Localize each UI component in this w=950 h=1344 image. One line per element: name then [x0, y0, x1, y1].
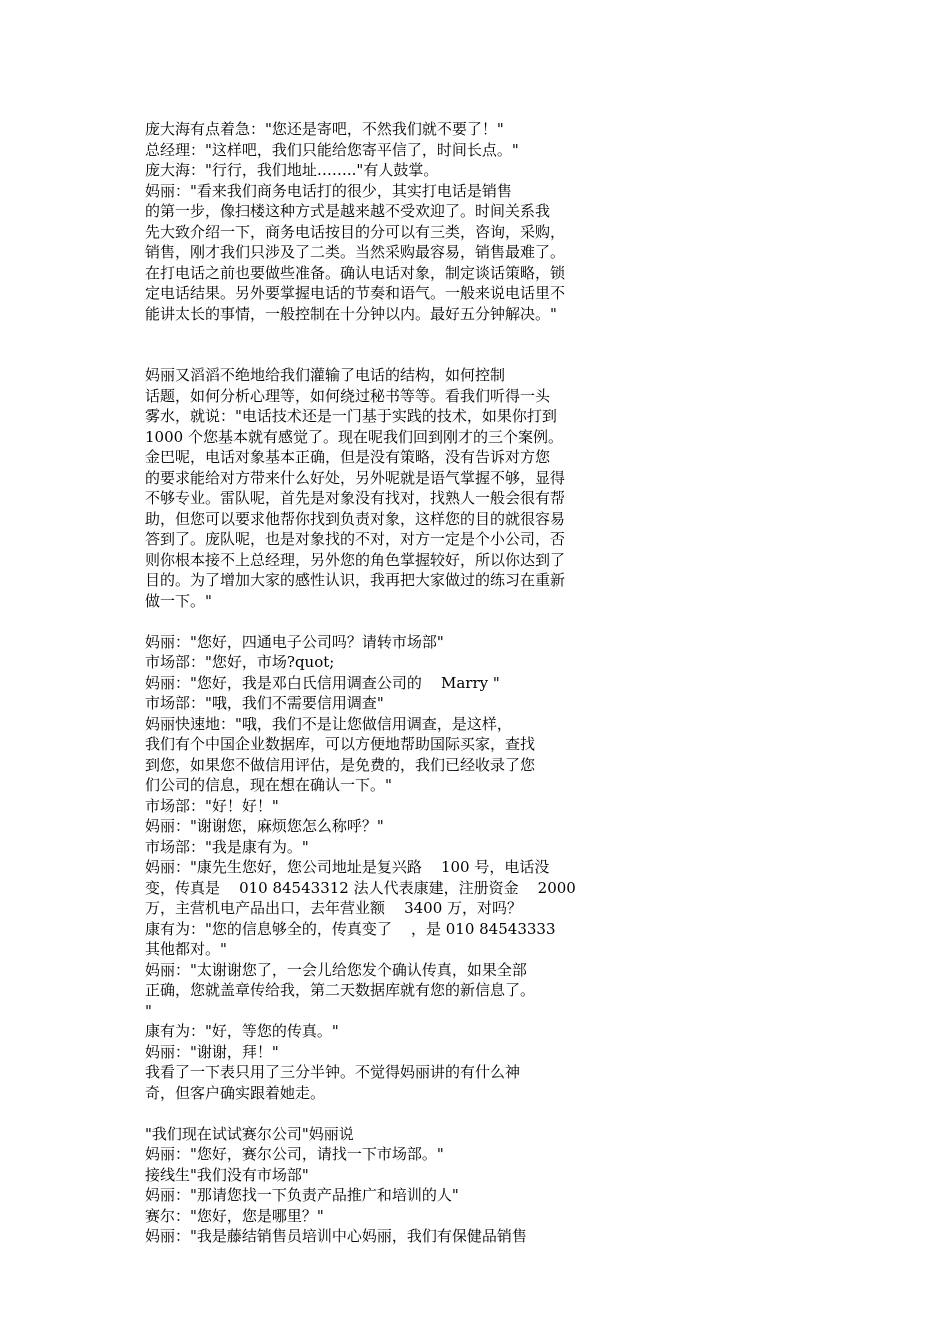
text-line: 妈丽："谢谢，拜！": [145, 1042, 279, 1061]
text-line: 做一下。": [145, 591, 212, 610]
text-line: 不够专业。雷队呢，首先是对象没有找对，找熟人一般会很有帮: [145, 489, 566, 507]
text-line: 妈丽："我是藤结销售员培训中心妈丽，我们有保健品销售: [145, 1227, 527, 1245]
text-line: 金巴呢，电话对象基本正确，但是没有策略，没有告诉对方您: [145, 448, 551, 466]
text-line: 妈丽又滔滔不绝地给我们灌输了电话的结构，如何控制: [145, 366, 506, 384]
text-line: 先大致介绍一下，商务电话按目的分可以有三类，咨询，采购，: [145, 222, 566, 241]
text-line: 市场部："哦，我们不需要信用调查": [145, 694, 384, 712]
paragraph-spacer: [145, 324, 625, 365]
text-line: 妈丽："康先生您好，您公司地址是复兴路 100 号，电话没: [145, 858, 550, 876]
text-line: 我们有个中国企业数据库，可以方便地帮助国际买家，查找: [145, 735, 536, 753]
text-line: 正确，您就盖章传给我，第二天数据库就有您的新信息了。: [145, 981, 536, 999]
text-line: 1000 个您基本就有感觉了。现在呢我们回到刚才的三个案例。: [145, 427, 563, 446]
text-line: 话题，如何分析心理等，如何绕过秘书等等。看我们听得一头: [145, 386, 551, 405]
text-line: 的第一步，像扫楼这种方式是越来越不受欢迎了。时间关系我: [145, 202, 551, 220]
document-page: [145, 119, 625, 1247]
text-line: 接线生"我们没有市场部": [145, 1165, 309, 1184]
text-line: 奇，但客户确实跟着她走。: [145, 1083, 326, 1102]
text-line: 妈丽："看来我们商务电话打的很少，其实打电话是销售: [145, 181, 512, 200]
text-line: 雾水，就说："电话技术还是一门基于实践的技术，如果你打到: [145, 407, 557, 425]
text-line: 则你根本接不上总经理，另外您的角色掌握较好，所以你达到了: [145, 550, 566, 569]
text-line: 妈丽快速地："哦，我们不是让您做信用调查，是这样，: [145, 714, 512, 733]
text-line: 妈丽："太谢谢您了，一会儿给您发个确认传真，如果全部: [145, 960, 527, 979]
text-line: 变，传真是 010 84543312 法人代表康建，注册资金 2000: [145, 878, 576, 897]
text-line: 定电话结果。另外要掌握电话的节奏和语气。一般来说电话里不: [145, 284, 566, 302]
text-line: "我们现在试试赛尔公司"妈丽说: [145, 1124, 354, 1143]
text-line: 市场部："好！好！": [145, 796, 279, 815]
text-line: 妈丽："那请您找一下负责产品推广和培训的人": [145, 1186, 459, 1204]
paragraph-1: [145, 119, 625, 324]
text-line: 妈丽："您好，赛尔公司，请找一下市场部。": [145, 1145, 444, 1163]
text-line: 助，但您可以要求他帮你找到负责对象，这样您的目的就很容易: [145, 509, 566, 528]
text-line: 们公司的信息，现在想在确认一下。": [145, 776, 392, 794]
text-line: ": [145, 1001, 152, 1020]
text-line: 在打电话之前也要做些准备。确认电话对象，制定谈话策略，锁: [145, 263, 566, 282]
text-line: 妈丽："您好，我是邓白氏信用调查公司的 Marry ": [145, 673, 500, 692]
text-line: 答到了。庞队呢，也是对象找的不对，对方一定是个小公司，否: [145, 530, 566, 548]
paragraph-spacer: [145, 1103, 625, 1124]
text-line: 万，主营机电产品出口，去年营业额 3400 万，对吗？: [145, 899, 523, 917]
text-line: 康有为："您的信息够全的，传真变了 ，是 010 84543333: [145, 919, 556, 938]
text-line: 妈丽："谢谢您，麻烦您怎么称呼？": [145, 817, 384, 835]
text-line: 销售，刚才我们只涉及了二类。当然采购最容易，销售最难了。: [145, 243, 566, 261]
dialogue-block-2: [145, 1124, 625, 1247]
text-line: 庞大海："行行，我们地址…….."有人鼓掌。: [145, 161, 439, 179]
text-line: 我看了一下表只用了三分半钟。不觉得妈丽讲的有什么神: [145, 1063, 521, 1081]
text-line: 的要求能给对方带来什么好处，另外呢就是语气掌握不够，显得: [145, 468, 566, 487]
text-line: 总经理："这样吧，我们只能给您寄平信了，时间长点。": [145, 140, 519, 159]
paragraph-spacer: [145, 611, 625, 632]
text-line: 庞大海有点着急："您还是寄吧，不然我们就不要了！": [145, 120, 504, 138]
text-line: 康有为："好，等您的传真。": [145, 1022, 339, 1040]
text-line: 其他都对。": [145, 940, 227, 958]
text-line: 赛尔："您好，您是哪里？": [145, 1206, 324, 1225]
text-line: 市场部："我是康有为。": [145, 837, 309, 856]
paragraph-2: [145, 365, 625, 611]
dialogue-block-1: [145, 632, 625, 1104]
text-line: 到您，如果您不做信用评估，是免费的，我们已经收录了您: [145, 755, 536, 774]
text-line: 市场部："您好，市场?quot;: [145, 653, 335, 671]
text-line: 能讲太长的事情，一般控制在十分钟以内。最好五分钟解决。": [145, 304, 557, 323]
text-line: 妈丽："您好，四通电子公司吗？请转市场部": [145, 632, 444, 651]
text-line: 目的。为了增加大家的感性认识，我再把大家做过的练习在重新: [145, 571, 566, 589]
